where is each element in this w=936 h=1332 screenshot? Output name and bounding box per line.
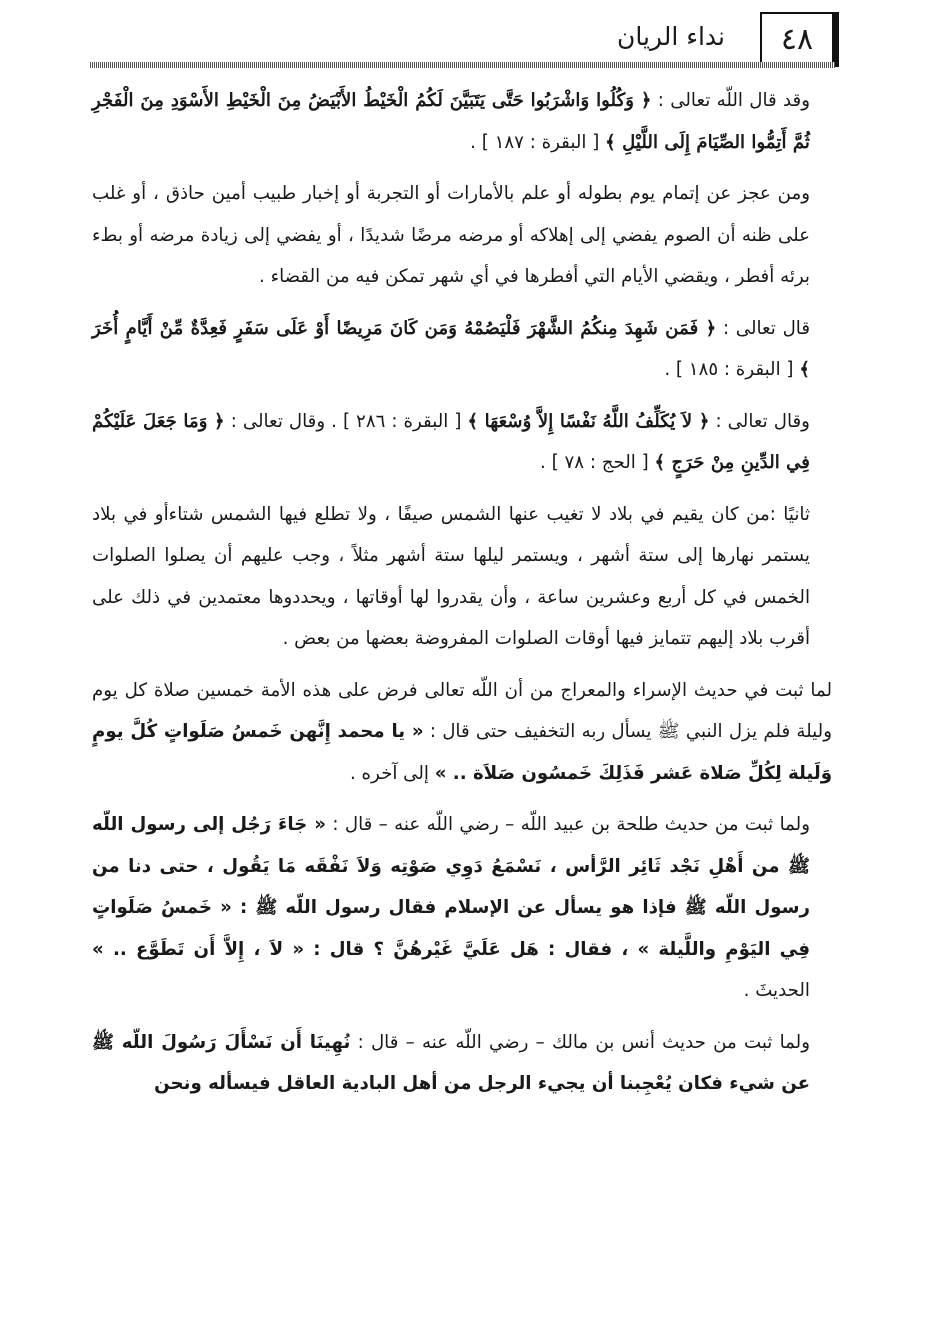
verse-reference-second: [ الحج : ٧٨ ] .	[540, 452, 649, 473]
quran-verse: ﴿ فَمَن شَهِدَ مِنكُمُ الشَّهْرَ فَلْيَصُمْهُ وَمَن كَانَ مَرِيضًا أَوْ عَلَى سَفَرٍ فَعِدَّةٌ مِّنْ أَيَّامٍ أُخَرَ ﴾	[92, 317, 810, 380]
paragraph-second-point	[92, 494, 832, 660]
hadith-quote: نُهِينَا أَن نَسْأَلَ رَسُولَ اللّه ﷺ عن شيء فكان يُعْجِبنا أن يجيء الرجل من أهل البادية العاقل فيسأله ونحن	[92, 1031, 810, 1094]
paragraph-text: ومن عجز عن إتمام يوم بطوله أو علم بالأمارات أو التجربة أو إخبار طبيب أمين حاذق ، أو غلب على ظنه أن الصوم يفضي إلى إهلاكه أو مرضه مرضًا شديدًا ، أو يفضي إلى زيادة مرضه أو بطء برئه أفطر ، ويقضي الأيام التي أفطرها في أي شهر تمكن فيه من القضاء .	[92, 183, 810, 287]
paragraph-fasting-verse	[92, 80, 832, 163]
verse-reference: [ البقرة : ١٨٧ ] .	[470, 131, 600, 153]
paragraph-capacity-verses	[92, 401, 832, 484]
quran-verse: ﴿ لاَ يُكَلِّفُ اللَّهُ نَفْسًا إِلاَّ وُسْعَهَا ﴾	[467, 410, 710, 432]
verse-intro: وقال تعالى :	[709, 410, 810, 432]
hadith-quote: « يا محمد إِنَّهن خَمسُ صَلَواتٍ كُلَّ يومٍ وَلَيلة لِكُلِّ صَلاة عَشر فَذَلِكَ خَمسُون صَلاَة .. »	[92, 721, 832, 784]
quran-verse-second: ﴿ وَمَا جَعَلَ عَلَيْكُمْ فِي الدِّينِ مِنْ حَرَجٍ ﴾	[92, 410, 810, 473]
page-body	[92, 80, 832, 1115]
running-title: نداء الريان	[616, 22, 725, 51]
verse-reference: [ البقرة : ٢٨٦ ] .	[331, 410, 462, 432]
verse-intro: وقد قال اللّه تعالى :	[651, 90, 810, 111]
paragraph-text: ثانيًا :من كان يقيم في بلاد لا تغيب عنها الشمس صيفًا ، ولا تطلع فيها الشمس شتاءأو في بلاد يستمر نهارها إلى ستة أشهر ، ويستمر ليلها ستة أشهر مثلاً ، وجب عليهم أن يصلوا الصلوات الخمس في كل أربع وعشرين ساعة ، وأن يقدروا لها أوقاتها ، ويحددوها معتمدين في ذلك على أقرب بلاد إليهم تتمايز فيها أوقات الصلوات المفروضة بعضها من بعض .	[92, 503, 810, 649]
paragraph-isra-hadith	[92, 670, 832, 795]
hadith-outro: الحديثَ .	[743, 980, 810, 1001]
verse-reference: [ البقرة : ١٨٥ ] .	[664, 359, 794, 380]
page-number: ٤٨	[760, 12, 835, 67]
quran-verse: ﴿ وَكُلُوا وَاشْرَبُوا حَتَّى يَتَبَيَّنَ لَكُمُ الْخَيْطُ الأَبْيَضُ مِنَ الْخَيْطِ الأَسْوَدِ مِنَ الْفَجْرِ ثُمَّ أَتِمُّوا الصِّيَامَ إِلَى اللَّيْلِ ﴾	[92, 90, 810, 153]
hadith-intro: ولما ثبت من حديث طلحة بن عبيد اللّه – رضي اللّه عنه – قال :	[325, 814, 810, 835]
paragraph-inability	[92, 173, 832, 298]
header-rule	[90, 62, 835, 68]
page-header	[90, 12, 835, 64]
paragraph-talha-hadith	[92, 804, 832, 1012]
hadith-outro: إلى آخره .	[349, 762, 429, 784]
hadith-quote: « جَاءَ رَجُل إلى رسول اللّه ﷺ من أَهْلِ نَجْد ثَائِر الرَّأس ، نَسْمَعُ دَوِي صَوْتِه وَلاَ نَفْقَه مَا يَقُول ، حتى دنا من رسول اللّه ﷺ فإذا هو يسأل عن الإسلام فقال رسول اللّه ﷺ : « خَمسُ صَلَواتٍ فِي اليَوْمِ واللَّيلة » ، فقال : هَل عَلَيَّ غَيْرهُنَّ ؟ قال : « لاَ ، إِلاَّ أَن تَطَوَّع .. »	[92, 814, 810, 960]
verse-intro: قال تعالى :	[716, 317, 811, 339]
hadith-intro: لما ثبت في حديث الإسراء والمعراج من أن اللّه تعالى فرض على هذه الأمة خمسين صلاة كل يوم وليلة فلم يزل النبي ﷺ يسأل ربه التخفيف حتى قال :	[92, 679, 832, 742]
hadith-intro: ولما ثبت من حديث أنس بن مالك – رضي اللّه عنه – قال :	[350, 1031, 811, 1053]
verse-intro-second: وقال تعالى :	[224, 410, 326, 432]
paragraph-anas-hadith	[92, 1022, 832, 1105]
paragraph-sick-verse	[92, 308, 832, 391]
